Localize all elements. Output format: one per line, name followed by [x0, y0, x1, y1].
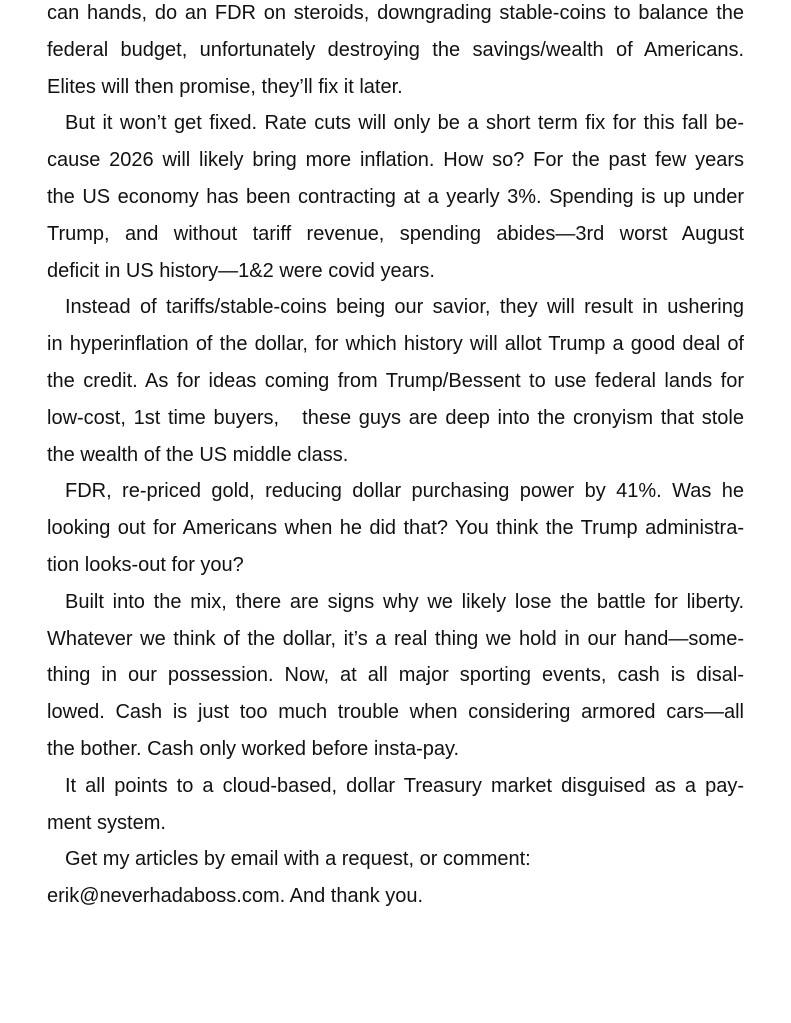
text-line: lowed. Cash is just too much trouble when considering armored cars—all: [47, 701, 744, 724]
text-line: tion looks-out for you?: [47, 553, 244, 576]
text-line: the wealth of the US middle class.: [47, 443, 349, 466]
paragraph-fdr-steroids: [47, 0, 744, 105]
text-line: looking out for Americans when he did that? You think the Trump administra-: [47, 517, 744, 540]
text-line: Instead of tariffs/stable-coins being our savior, they will result in ushering: [65, 296, 744, 319]
text-line: the credit. As for ideas coming from Trump/Bessent to use federal lands for: [47, 369, 744, 392]
text-line: federal budget, unfortunately destroying the savings/wealth of Americans.: [47, 38, 744, 61]
text-line: can hands, do an FDR on steroids, downgrading stable-coins to balance the: [47, 2, 744, 24]
text-line: the US economy has been contracting at a yearly 3%. Spending is up under: [47, 185, 744, 208]
paragraph-wont-get-fixed: [47, 105, 744, 289]
paragraph-battle-for-liberty: [47, 584, 744, 768]
text-line: the bother. Cash only worked before insta-pay.: [47, 737, 460, 760]
paragraph-cloud-based: [47, 768, 744, 842]
text-line: Elites will then promise, they’ll fix it later.: [47, 75, 403, 98]
contact-email-line[interactable]: erik@neverhadaboss.com. And thank you.: [47, 885, 424, 908]
text-line: It all points to a cloud-based, dollar Treasury market disguised as a pay-: [65, 774, 744, 797]
text-line: But it won’t get fixed. Rate cuts will only be a short term fix for this fall be-: [65, 112, 744, 135]
text-line: Trump, and without tariff revenue, spending abides—3rd worst August: [47, 222, 744, 245]
paragraph-contact: [47, 841, 744, 915]
article-page: [47, 0, 744, 915]
paragraph-hyperinflation: [47, 289, 744, 473]
text-line: deficit in US history—1&2 were covid years.: [47, 259, 435, 282]
paragraph-repriced-gold: [47, 473, 744, 583]
text-line: Whatever we think of the dollar, it’s a real thing we hold in our hand—some-: [47, 627, 744, 650]
text-line: low-cost, 1st time buyers, these guys are deep into the cronyism that stole: [47, 406, 744, 429]
text-line: thing in our possession. Now, at all major sporting events, cash is disal-: [47, 664, 744, 687]
text-line: cause 2026 will likely bring more inflation. How so? For the past few years: [47, 149, 744, 172]
text-line: ment system.: [47, 811, 166, 834]
text-line: FDR, re-priced gold, reducing dollar purchasing power by 41%. Was he: [65, 480, 744, 503]
text-line: Get my articles by email with a request, or comment:: [65, 848, 531, 871]
text-line: Built into the mix, there are signs why we likely lose the battle for liberty.: [65, 590, 744, 613]
text-line: in hyperinflation of the dollar, for which history will allot Trump a good deal of: [47, 333, 744, 356]
